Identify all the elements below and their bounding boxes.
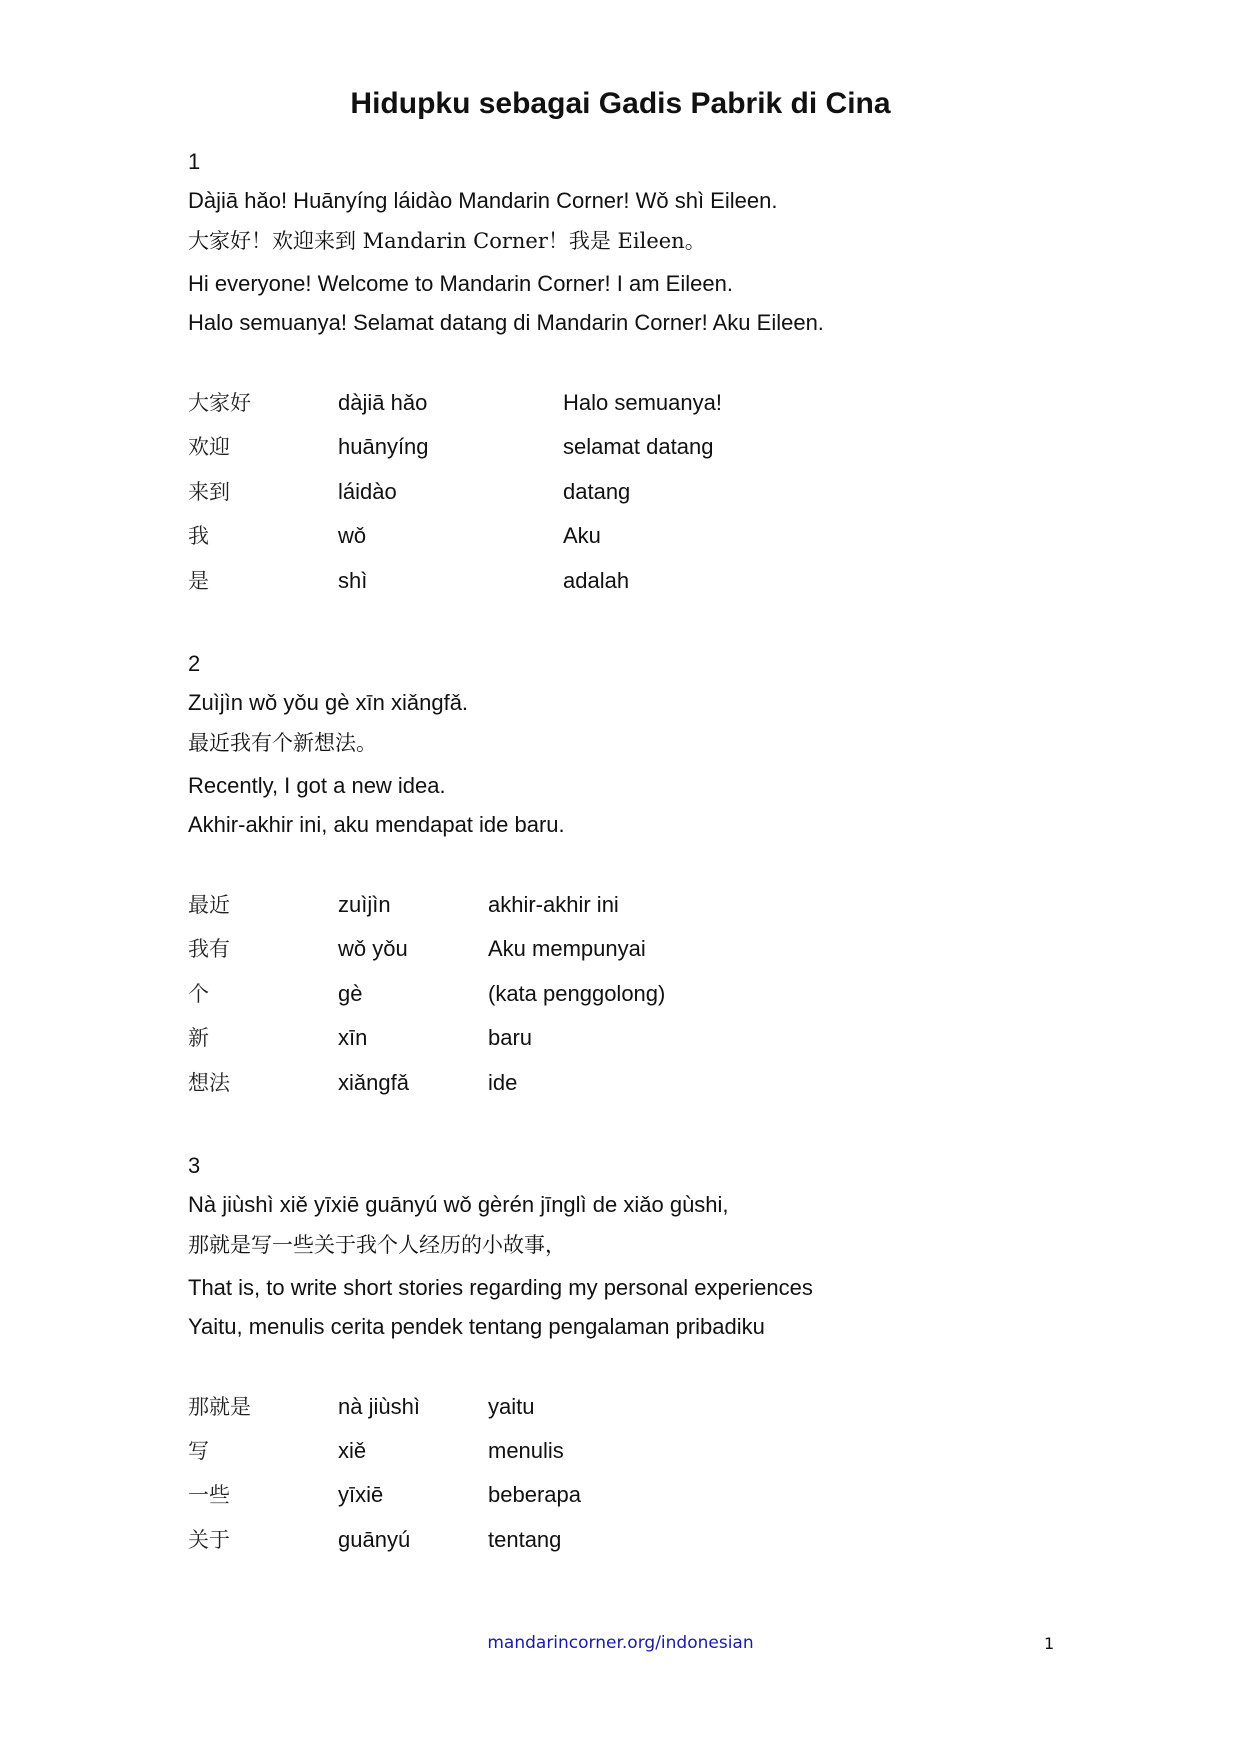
vocab-indonesian: yaitu	[488, 1394, 535, 1419]
vocab-indonesian: selamat datang	[563, 434, 714, 459]
page-title: Hidupku sebagai Gadis Pabrik di Cina	[350, 87, 891, 120]
pinyin-sentence: Nà jiùshì xiě yīxiē guānyú wǒ gèrén jīnglì de xiǎo gùshi,	[188, 1192, 729, 1217]
pinyin-sentence: Dàjiā hǎo! Huānyíng láidào Mandarin Corner! Wǒ shì Eileen.	[188, 188, 778, 213]
vocab-pinyin: xiǎngfǎ	[338, 1070, 409, 1095]
page-number: 1	[1044, 1634, 1055, 1653]
vocab-pinyin: shì	[338, 568, 368, 593]
vocab-indonesian: Aku	[563, 523, 601, 548]
vocab-pinyin: wǒ yǒu	[338, 936, 408, 961]
indonesian-sentence: Halo semuanya! Selamat datang di Mandarin Corner! Aku Eileen.	[188, 310, 824, 335]
chinese-sentence: 最近我有个新想法。	[188, 731, 377, 755]
english-sentence: That is, to write short stories regarding my personal experiences	[188, 1275, 813, 1300]
english-sentence: Recently, I got a new idea.	[188, 773, 446, 798]
vocab-chinese: 我有	[188, 937, 230, 961]
vocab-pinyin: yīxiē	[338, 1482, 384, 1507]
vocab-pinyin: xiě	[338, 1438, 367, 1463]
vocab-indonesian: beberapa	[488, 1482, 581, 1507]
vocab-pinyin: nà jiùshì	[338, 1394, 420, 1419]
indonesian-sentence: Akhir-akhir ini, aku mendapat ide baru.	[188, 812, 565, 837]
vocab-indonesian: tentang	[488, 1527, 562, 1552]
vocab-chinese: 是	[188, 569, 209, 593]
vocab-indonesian: datang	[563, 479, 631, 504]
vocab-pinyin: guānyú	[338, 1527, 411, 1552]
chinese-sentence: 大家好！欢迎来到 Mandarin Corner！我是 Eileen。	[188, 229, 706, 253]
vocab-indonesian: baru	[488, 1025, 533, 1050]
chinese-sentence: 那就是写一些关于我个人经历的小故事，	[188, 1233, 566, 1257]
section-number: 3	[188, 1153, 201, 1178]
vocab-chinese: 新	[188, 1026, 209, 1050]
vocab-chinese: 大家好	[188, 391, 251, 415]
vocab-chinese: 个	[188, 982, 209, 1006]
section-number: 1	[188, 149, 201, 174]
vocab-pinyin: zuìjìn	[338, 892, 391, 917]
vocab-pinyin: wǒ	[338, 523, 367, 548]
vocab-pinyin: gè	[338, 981, 363, 1006]
vocab-chinese: 那就是	[188, 1395, 251, 1419]
vocab-chinese: 写	[188, 1439, 209, 1463]
vocab-chinese: 来到	[188, 480, 230, 504]
vocab-chinese: 一些	[188, 1483, 230, 1507]
vocab-pinyin: dàjiā hǎo	[338, 390, 428, 415]
vocab-indonesian: adalah	[563, 568, 630, 593]
vocab-indonesian: ide	[488, 1070, 518, 1095]
vocab-pinyin: láidào	[338, 479, 397, 504]
english-sentence: Hi everyone! Welcome to Mandarin Corner! I am Eileen.	[188, 271, 733, 296]
vocab-indonesian: Halo semuanya!	[563, 390, 722, 415]
vocab-chinese: 最近	[188, 893, 230, 917]
vocab-indonesian: menulis	[488, 1438, 564, 1463]
indonesian-sentence: Yaitu, menulis cerita pendek tentang pengalaman pribadiku	[188, 1314, 765, 1339]
vocab-indonesian: akhir-akhir ini	[488, 892, 619, 917]
vocab-chinese: 想法	[188, 1071, 230, 1095]
vocab-pinyin: xīn	[338, 1025, 368, 1050]
vocab-indonesian: (kata penggolong)	[488, 981, 666, 1006]
footer-website-link[interactable]: mandarincorner.org/indonesian	[487, 1633, 754, 1653]
vocab-chinese: 关于	[188, 1528, 230, 1552]
vocab-chinese: 我	[188, 524, 209, 548]
vocab-pinyin: huānyíng	[338, 434, 429, 459]
section-number: 2	[188, 651, 201, 676]
vocab-chinese: 欢迎	[188, 435, 230, 459]
vocab-indonesian: Aku mempunyai	[488, 936, 646, 961]
pinyin-sentence: Zuìjìn wǒ yǒu gè xīn xiǎngfǎ.	[188, 690, 469, 715]
